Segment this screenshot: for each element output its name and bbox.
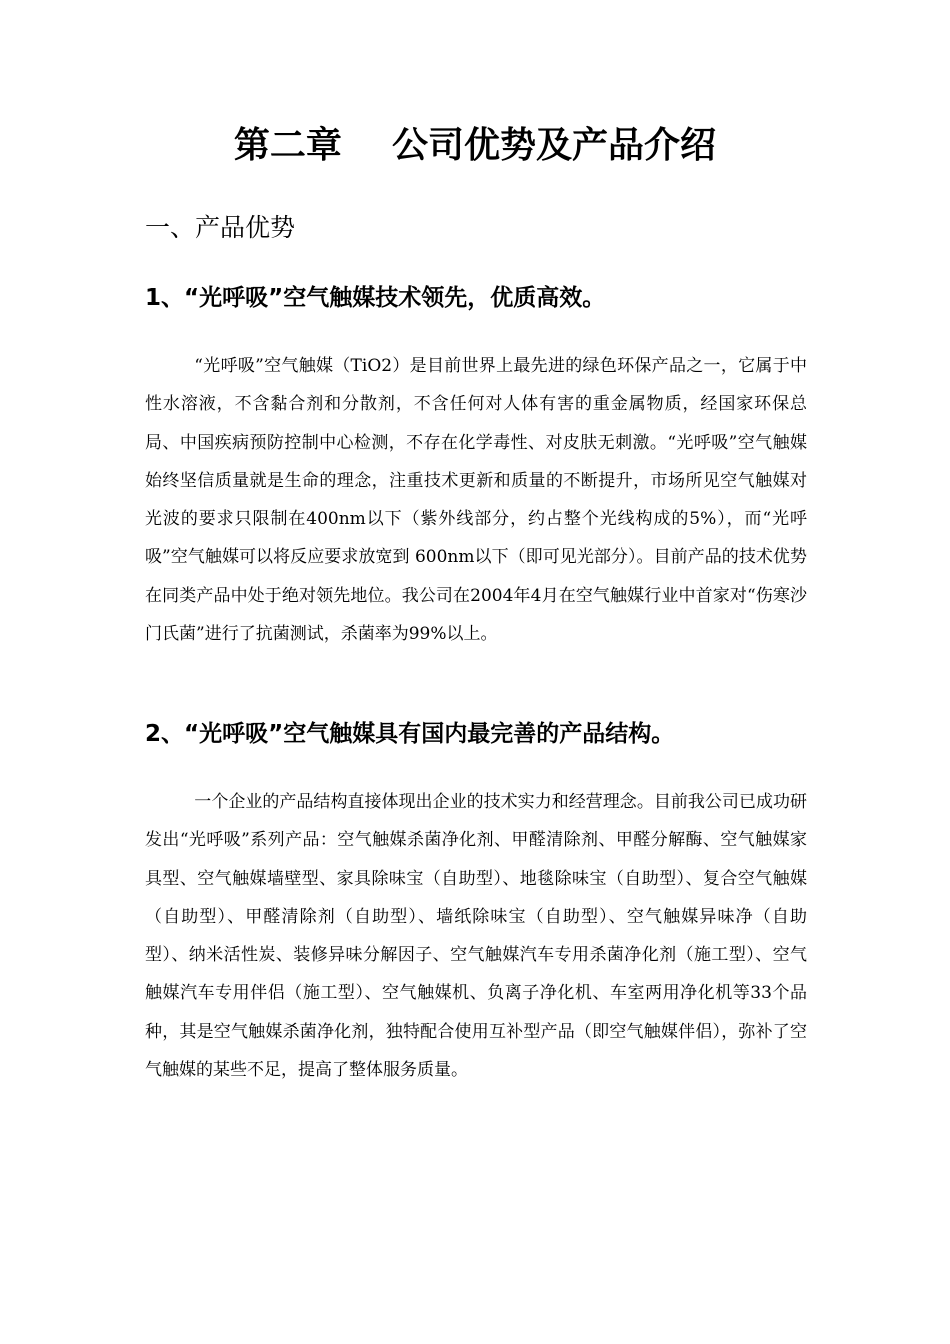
subsection-heading-1: 1、“光呼吸”空气触媒技术领先，优质高效。 (145, 285, 606, 311)
subsection-heading-2: 2、“光呼吸”空气触媒具有国内最完善的产品结构。 (145, 721, 675, 747)
subsection-paragraph-1: “光呼吸”空气触媒（TiO2）是目前世界上最先进的绿色环保产品之一，它属于中性水溶液，不含黏合剂和分散剂，不含任何对人体有害的重金属物质，经国家环保总局、中国疾病预防控制中心检测，不存在化学毒性、对皮肤无刺激。“光呼吸”空气触媒始终坚信质量就是生命的理念，注重技术更新和质量的不断提升，市场所见空气触媒对光波的要求只限制在400nm以下（紫外线部分，约占整个光线构成的5%），而“光呼吸”空气触媒可以将反应要求放宽到 600nm以下（即可见光部分）。目前产品的技术优势在同类产品中处于绝对领先地位。我公司在2004年4月在空气触媒行业中首家对“伤寒沙门氏菌”进行了抗菌测试，杀菌率为99%以上。 (145, 356, 807, 645)
section-heading: 一、产品优势 (145, 213, 296, 242)
chapter-title: 第二章 公司优势及产品介绍 (233, 125, 717, 166)
subsection-paragraph-2: 一个企业的产品结构直接体现出企业的技术实力和经营理念。目前我公司已成功研发出“光呼吸”系列产品：空气触媒杀菌净化剂、甲醛清除剂、甲醛分解酶、空气触媒家具型、空气触媒墙壁型、家具除味宝（自助型）、地毯除味宝（自助型）、复合空气触媒（自助型）、甲醛清除剂（自助型）、墙纸除味宝（自助型）、空气触媒异味净（自助型）、纳米活性炭、装修异味分解因子、空气触媒汽车专用杀菌净化剂（施工型）、空气触媒汽车专用伴侣（施工型）、空气触媒机、负离子净化机、车室两用净化机等33个品种，其是空气触媒杀菌净化剂，独特配合使用互补型产品（即空气触媒伴侣），弥补了空气触媒的某些不足，提高了整体服务质量。 (145, 792, 807, 1081)
